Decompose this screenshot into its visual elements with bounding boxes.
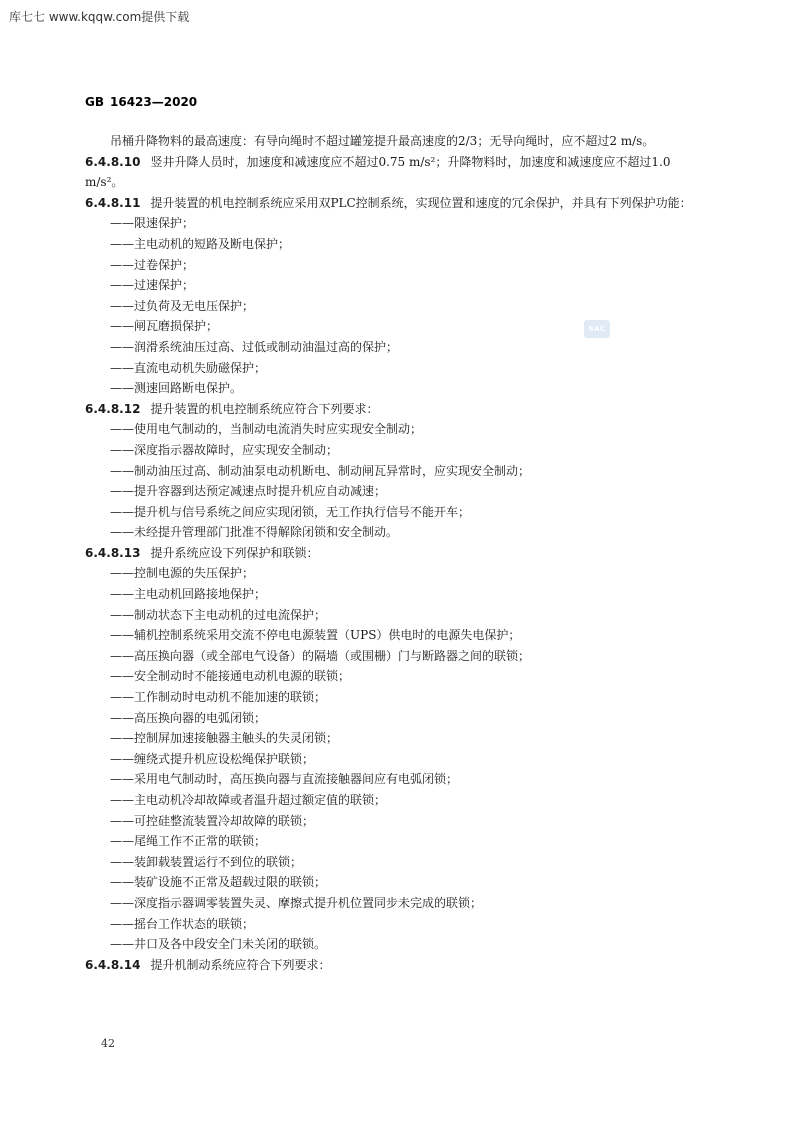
- clause-number: 6.4.8.10: [85, 154, 141, 169]
- list-item: —— 提升机与信号系统之间应实现闭锁，无工作执行信号不能开车；: [85, 502, 703, 523]
- list-item: —— 闸瓦磨损保护；: [85, 316, 703, 337]
- list-item: —— 使用电气制动的，当制动电流消失时应实现安全制动；: [85, 419, 703, 440]
- list-item: —— 摇台工作状态的联锁；: [85, 914, 703, 935]
- clause-text: 提升装置的机电控制系统应采用双PLC控制系统，实现位置和速度的冗余保护，并具有下列保护功能：: [150, 195, 692, 210]
- clause-number: 6.4.8.11: [85, 195, 141, 210]
- standard-number: [85, 95, 197, 109]
- list-item: —— 提升容器到达预定减速点时提升机应自动减速；: [85, 481, 703, 502]
- clause-heading: [85, 543, 703, 564]
- clause-heading: [85, 399, 703, 420]
- list-item: —— 测速回路断电保护。: [85, 378, 703, 399]
- clause-text: 提升机制动系统应符合下列要求：: [150, 957, 331, 972]
- list-item: —— 可控硅整流装置冷却故障的联锁；: [85, 811, 703, 832]
- list-item: —— 深度指示器故障时，应实现安全制动；: [85, 440, 703, 461]
- clause-list: [85, 152, 703, 976]
- list-item: —— 采用电气制动时，高压换向器与直流接触器间应有电弧闭锁；: [85, 769, 703, 790]
- list-item: —— 主电动机的短路及断电保护；: [85, 234, 703, 255]
- list-item: —— 限速保护；: [85, 213, 703, 234]
- document-body: [85, 131, 703, 975]
- list-item: —— 井口及各中段安全门未关闭的联锁。: [85, 934, 703, 955]
- standard-code: 16423—2020: [110, 95, 198, 109]
- list-item: —— 高压换向器的电弧闭锁；: [85, 708, 703, 729]
- clause-heading: [85, 152, 703, 193]
- list-item: —— 辅机控制系统采用交流不停电电源装置（UPS）供电时的电源失电保护；: [85, 625, 703, 646]
- clause-text: 提升装置的机电控制系统应符合下列要求：: [150, 401, 379, 416]
- list-item: —— 过卷保护；: [85, 255, 703, 276]
- clause-number: 6.4.8.13: [85, 545, 141, 560]
- list-item: —— 高压换向器（或全部电气设备）的隔墙（或围栅）门与断路器之间的联锁；: [85, 646, 703, 667]
- list-item: —— 装卸载装置运行不到位的联锁；: [85, 852, 703, 873]
- list-item: —— 尾绳工作不正常的联锁；: [85, 831, 703, 852]
- clause-heading: [85, 955, 703, 976]
- list-item: —— 制动状态下主电动机的过电流保护；: [85, 605, 703, 626]
- list-item: —— 工作制动时电动机不能加速的联锁；: [85, 687, 703, 708]
- clause-text: 竖井升降人员时，加速度和减速度应不超过0.75 m/s²；升降物料时，加速度和减速度应不超过1.0 m/s²。: [85, 154, 671, 190]
- list-item: —— 主电动机冷却故障或者温升超过额定值的联锁；: [85, 790, 703, 811]
- list-item: —— 润滑系统油压过高、过低或制动油温过高的保护；: [85, 337, 703, 358]
- list-item: —— 安全制动时不能接通电动机电源的联锁；: [85, 666, 703, 687]
- clause-number: 6.4.8.12: [85, 401, 141, 416]
- intro-paragraph: 吊桶升降物料的最高速度：有导向绳时不超过罐笼提升最高速度的2/3；无导向绳时，应不超过2 m/s。: [110, 134, 655, 148]
- list-item: —— 装矿设施不正常及超载过限的联锁；: [85, 872, 703, 893]
- sac-watermark-logo: SAC: [584, 320, 610, 338]
- list-item: —— 控制电源的失压保护；: [85, 563, 703, 584]
- clause-heading: [85, 193, 703, 214]
- site-banner: 库七七 www.kqqw.com提供下载: [9, 10, 190, 24]
- clause-number: 6.4.8.14: [85, 957, 141, 972]
- list-item: —— 直流电动机失励磁保护；: [85, 358, 703, 379]
- list-item: —— 缠绕式提升机应设松绳保护联锁；: [85, 749, 703, 770]
- list-item: —— 主电动机回路接地保护；: [85, 584, 703, 605]
- page-number: 42: [101, 1037, 115, 1050]
- list-item: —— 未经提升管理部门批准不得解除闭锁和安全制动。: [85, 522, 703, 543]
- list-item: —— 过速保护；: [85, 275, 703, 296]
- standard-prefix: GB: [85, 95, 104, 109]
- list-item: —— 控制屏加速接触器主触头的失灵闭锁；: [85, 728, 703, 749]
- list-item: —— 深度指示器调零装置失灵、摩擦式提升机位置同步未完成的联锁；: [85, 893, 703, 914]
- clause-text: 提升系统应设下列保护和联锁：: [150, 545, 319, 560]
- list-item: —— 过负荷及无电压保护；: [85, 296, 703, 317]
- list-item: —— 制动油压过高、制动油泵电动机断电、制动闸瓦异常时，应实现安全制动；: [85, 461, 703, 482]
